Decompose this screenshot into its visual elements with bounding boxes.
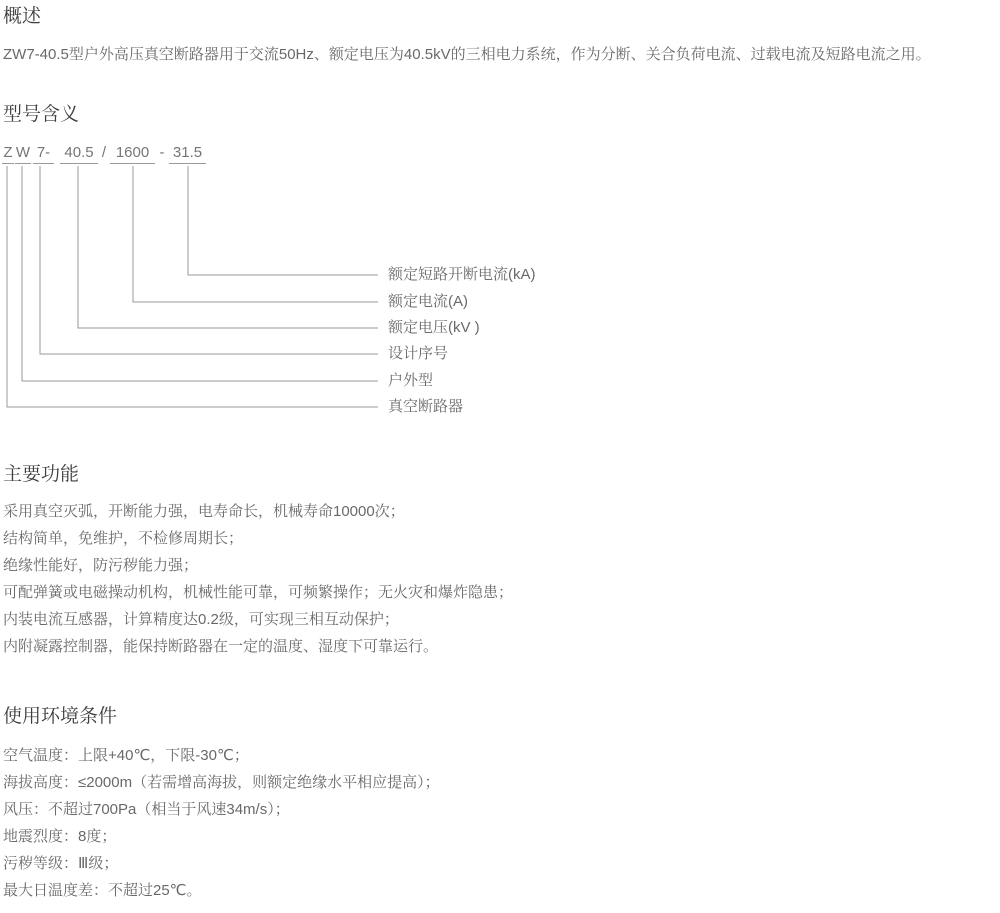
overview-heading: 概述 [3, 6, 42, 27]
model-code-segment-w: W [15, 144, 31, 164]
leader-line-vacuum-breaker [7, 166, 378, 407]
environment-item: 空气温度：上限+40℃，下限-30℃； [3, 747, 249, 764]
model-label-rated-voltage: 额定电压(kV ) [388, 319, 480, 336]
model-label-breaking-current: 额定短路开断电流(kA) [388, 266, 536, 283]
leader-line-outdoor-type [22, 166, 378, 381]
model-label-design-serial: 设计序号 [388, 345, 449, 362]
function-item: 可配弹簧或电磁操动机构，机械性能可靠，可频繁操作；无火灾和爆炸隐患； [3, 584, 514, 601]
environment-conditions-heading: 使用环境条件 [3, 706, 118, 727]
leader-line-breaking-current [188, 166, 378, 275]
main-functions-list [3, 498, 513, 660]
model-code-dash: - [159, 144, 165, 161]
model-label-outdoor-type: 户外型 [388, 372, 434, 389]
environment-conditions-list [3, 742, 440, 904]
model-code-segment-breaking: 31.5 [169, 144, 206, 164]
function-item: 结构简单，免维护，不检修周期长； [3, 530, 244, 547]
function-item: 内装电流互感器，计算精度达0.2级，可实现三相互动保护； [3, 611, 399, 628]
model-label-vacuum-breaker: 真空断路器 [388, 398, 464, 415]
main-functions-heading: 主要功能 [3, 464, 80, 485]
environment-item: 风压：不超过700Pa（相当于风速34m/s）； [3, 801, 290, 818]
leader-line-rated-voltage [78, 166, 378, 328]
function-item: 采用真空灭弧，开断能力强，电寿命长，机械寿命10000次； [3, 503, 405, 520]
model-code-segment-current: 1600 [110, 144, 155, 164]
model-code-slash: / [101, 144, 107, 161]
function-item: 内附凝露控制器，能保持断路器在一定的温度、湿度下可靠运行。 [3, 638, 439, 655]
environment-item: 污秽等级：Ⅲ级； [3, 855, 119, 872]
function-item: 绝缘性能好，防污秽能力强； [3, 557, 199, 574]
model-code-segment-z: Z [2, 144, 14, 164]
leader-line-design-serial [40, 166, 378, 354]
model-designation-diagram [2, 144, 762, 416]
model-code-segment-voltage: 40.5 [60, 144, 98, 164]
leader-lines [2, 144, 382, 416]
model-code-segment-series: 7- [33, 144, 54, 164]
environment-item: 地震烈度：8度； [3, 828, 117, 845]
model-label-rated-current: 额定电流(A) [388, 293, 468, 310]
model-meaning-heading: 型号含义 [3, 104, 80, 125]
environment-item: 海拔高度：≤2000m（若需增高海拔，则额定绝缘水平相应提高）； [3, 774, 440, 791]
overview-paragraph: ZW7-40.5型户外高压真空断路器用于交流50Hz、额定电压为40.5kV的三相电力系统，作为分断、关合负荷电流、过载电流及短路电流之用。 [3, 46, 931, 63]
environment-item: 最大日温度差：不超过25℃。 [3, 882, 202, 899]
leader-line-rated-current [133, 166, 378, 302]
